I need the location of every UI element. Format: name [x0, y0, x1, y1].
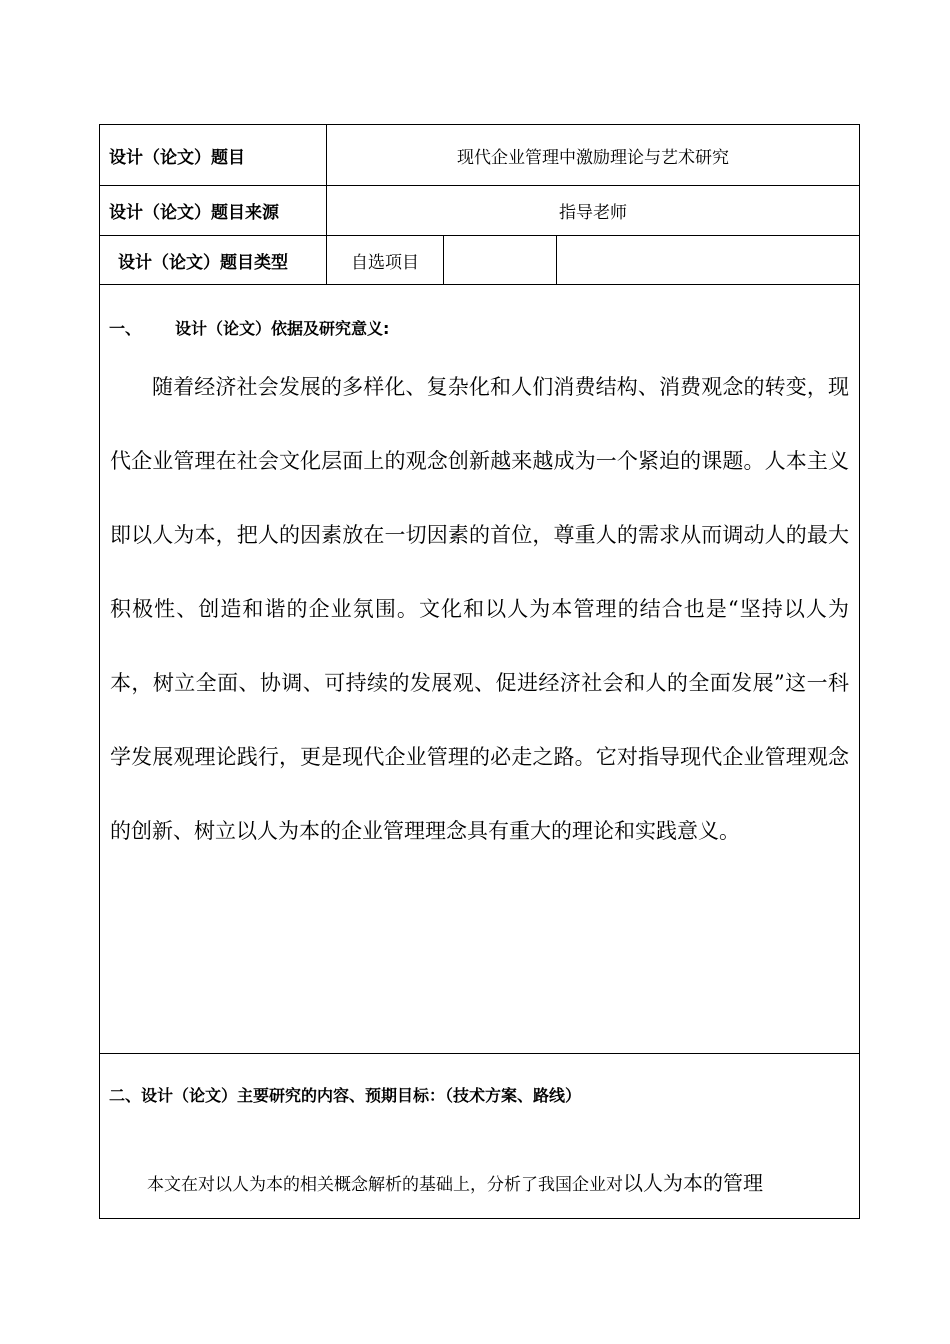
type-label: 设计（论文）题目类型 [118, 252, 288, 273]
type-value: 自选项目 [326, 236, 443, 284]
section2-heading: 二、设计（论文）主要研究的内容、预期目标：（技术方案、路线） [109, 1086, 582, 1105]
section2-body [110, 1167, 851, 1196]
source-row [100, 186, 859, 236]
section2-body-start: 本文在对以人为本的相关概念解析的基础上，分析了我国企业对 [147, 1175, 623, 1195]
section-basis [100, 285, 859, 1054]
section2-body-tail: 以人为本的管理 [623, 1171, 763, 1195]
source-value: 指导老师 [326, 186, 859, 235]
source-label: 设计（论文）题目来源 [109, 203, 279, 223]
section1-heading [109, 316, 389, 339]
type-row [100, 236, 859, 285]
section1-heading-text: 设计（论文）依据及研究意义: [175, 319, 390, 338]
proposal-form-table [99, 124, 860, 1219]
title-row [100, 125, 859, 186]
type-extra-cell-1 [443, 236, 556, 284]
section-content [100, 1054, 859, 1218]
type-extra-cell-2 [556, 236, 859, 284]
title-value: 现代企业管理中激励理论与艺术研究 [326, 125, 859, 185]
title-label: 设计（论文）题目 [109, 147, 245, 168]
section1-body: 随着经济社会发展的多样化、复杂化和人们消费结构、消费观念的转变，现代企业管理在社会文化层面上的观念创新越来越成为一个紧迫的课题。人本主义即以人为本，把人的因素放在一切因素的首位，尊重人的需求从而调动人的最大积极性、创造和谐的企业氛围。文化和以人为本管理的结合也是“坚持以人为本，树立全面、协调、可持续的发展观、促进经济社会和人的全面发展”这一科学发展观理论践行，更是现代企业管理的必走之路。它对指导现代企业管理观念的创新、树立以人为本的企业管理理念具有重大的理论和实践意义。 [110, 375, 849, 843]
section1-heading-number: 一、 [109, 319, 142, 338]
